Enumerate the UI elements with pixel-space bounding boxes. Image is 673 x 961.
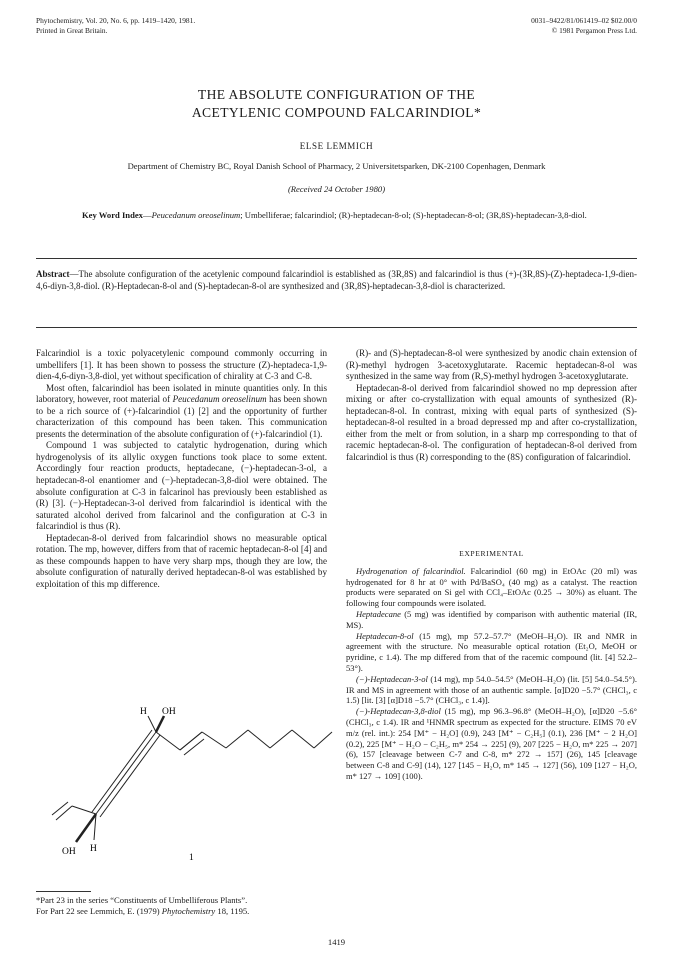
abstract-label: Abstract <box>36 269 70 279</box>
bond <box>314 732 332 748</box>
bond <box>156 732 180 750</box>
bond-h <box>148 716 156 732</box>
compound-number: 1 <box>189 853 194 863</box>
paragraph-synthesis: (R)- and (S)-heptadecan-8-ol were synthesized by anodic chain extension of (R)-methyl hydrogen 3-acetoxyglutarate. Racemic heptadecan-8-ol was synthesized in the same way from (R,S)-methyl hydrogen 3-acetoxyglutarate. <box>346 348 637 382</box>
double-bond <box>184 739 204 755</box>
paragraph-hydrogenation: Compound 1 was subjected to catalytic hydrogenation, during which hydrogenolysis of its allylic oxygen functions took place to some extent. Accordingly four reaction products, heptadecane, (−)-heptadecan-3-ol, a heptadecan-8-ol enantiomer and (−)-heptadecan-3,8-diol were obtained. The absolute configuration at C-3 in falcarinol has previously been established as (R) [3]. (−)-Heptadecan-3-ol derived from falcarindiol is identical with the saturated alcohol derived from falcarinol and the configuration at C-3 in falcarindiol is thus (R). <box>36 440 327 532</box>
right-column <box>346 348 637 463</box>
title-line-1: THE ABSOLUTE CONFIGURATION OF THE <box>197 87 476 102</box>
copyright: © 1981 Pergamon Press Ltd. <box>551 25 637 35</box>
received-date: (Received 24 October 1980) <box>287 184 386 194</box>
page-number: 1419 <box>327 937 346 947</box>
bond <box>270 730 292 748</box>
running-header-left <box>36 16 195 35</box>
label-h-bottom: H <box>90 844 97 854</box>
keyword-text: ; Umbelliferae; falcarindiol; (R)-heptadecan-8-ol; (S)-heptadecan-8-ol; (3R,8S)-heptadecan-3,8-diol. <box>240 210 587 220</box>
label-oh-top: OH <box>162 707 176 717</box>
keyword-species: Peucedanum oreoselinum <box>151 210 241 220</box>
running-header-right <box>531 16 637 35</box>
diyne-bond <box>100 735 160 817</box>
bond <box>180 732 202 750</box>
abstract-text: —The absolute configuration of the acetylenic compound falcarindiol is established as (3R,8S) and falcarindiol is thus (+)-(3R,8S)-(Z)-heptadeca-1,9-dien-4,6-diyn-3,8-diol. (R)-Heptadecan-8-ol and (S)-heptadecan-8-ol are synthesized and (3R,8S)-heptadecan-3,8-diol is characterized. <box>36 269 637 291</box>
wedge-oh <box>156 716 164 732</box>
paragraph-intro: Falcarindiol is a toxic polyacetylenic compound commonly occurring in umbellifers [1]. It has been shown to possess the structure (Z)-heptadeca-1,9-dien-4,6-diyn-3,8-diol, yet without specification of chirality at C-3 and C-8. <box>36 348 327 382</box>
bond <box>56 806 72 820</box>
exp-heptadecan-3-ol: (−)-Heptadecan-3-ol (14 mg), mp 54.0–54.5° (MeOH–H₂O) (lit. [5] 54.0–54.5°). IR and MS in agreement with those of an authentic sample. [α]D20 −5.7° (CHCl₃, c 1.5) [lit. [3] [α]D18 −5.7° (CHCl₃, c 1.4)]. <box>346 673 637 706</box>
footnote-line-2: For Part 22 see Lemmich, E. (1979) Phytochemistry 18, 1195. <box>36 906 250 916</box>
paper-title <box>0 86 673 122</box>
issn-price: 0031–9422/81/061419–02 $02.00/0 <box>531 16 637 25</box>
label-oh-bottom: OH <box>62 847 76 857</box>
diyne-bond <box>92 730 152 812</box>
keyword-index: Key Word Index—Peucedanum oreoselinum; Umbelliferae; falcarindiol; (R)-heptadecan-8-ol; (S)-heptadecan-8-ol; (3R,8S)-heptadecan-3,8-diol. <box>82 210 587 220</box>
footnote-rule <box>36 891 91 892</box>
experimental-section <box>346 549 637 782</box>
exp-heptadecane: Heptadecane (5 mg) was identified by comparison with authentic material (IR, MS). <box>346 608 637 630</box>
abstract <box>36 268 637 292</box>
affiliation: Department of Chemistry BC, Royal Danish School of Pharmacy, 2 Universitetsparken, DK-2100 Copenhagen, Denmark <box>127 161 546 171</box>
experimental-heading: EXPERIMENTAL <box>459 549 524 558</box>
bond <box>202 732 226 748</box>
exp-heptadecan-8-ol: Heptadecan-8-ol (15 mg), mp 57.2–57.7° (MeOH–H₂O). IR and NMR in agreement with the structure. No measurable optical rotation (Et₂O, MeOH or pyridine, c 1.4). The mp differed from that of the racemic compound (lit. [4] 52.2–53°). <box>346 630 637 673</box>
label-h-top: H <box>140 707 147 717</box>
keyword-label: Key Word Index <box>82 210 143 220</box>
footnote <box>36 895 327 917</box>
footnote-line-1: *Part 23 in the series “Constituents of Umbelliferous Plants”. <box>36 895 248 905</box>
paragraph-mp-comparison: Heptadecan-8-ol derived from falcarindiol showed no mp depression after mixing or after co-crystallization with equal amounts of synthesized (R)-heptadecan-8-ol. In contrast, mixing with equal parts of synthesized (S)-heptadecan-8-ol resulted in a broad depressed mp and after co-crystallization, either from the melt or from solution, in a sharp mp corresponding to that of racemic heptadecan-8-ol. The configuration of heptadecan-8-ol derived from falcarindiol is thus (R) corresponding to the (8S) configuration of falcarindiol. <box>346 382 637 462</box>
title-line-2: ACETYLENIC COMPOUND FALCARINDIOL* <box>191 105 482 120</box>
diyne-bond <box>96 732 156 814</box>
printed-in: Printed in Great Britain. <box>36 25 108 35</box>
exp-heptadecan-3-8-diol: (−)-Heptadecan-3,8-diol (15 mg), mp 96.3–96.8° (MeOH–H₂O), [α]D20 −5.6° (CHCl₃, c 1.4). IR and ¹HNMR spectrum as expected for the structure. EIMS 70 eV m/z (rel. int.): 254 [M⁺ − H₂O] (0.9), 243 [M⁺ − C₂H₅] (0.1), 236 [M⁺ − 2 H₂O] (0.2), 225 [M⁺ − H₂O − C₂H₅, m* 254 → 225] (9), 207 [225 − H₂O, m* 225 → 207] (6), 157 [cleavage between C-7 and C-8, m* 272 → 157] (26), 145 [cleavage between C-8 and C-9] (14), 127 [145 − H₂O, m* 145 → 127] (56), 109 [127 − H₂O, m* 127 → 109] (100). <box>346 706 637 781</box>
divider-top <box>36 258 637 259</box>
bond <box>248 730 270 748</box>
bond <box>226 730 248 748</box>
paragraph-isolation: Most often, falcarindiol has been isolated in minute quantities only. In this laboratory, however, root material of Peucedanum oreoselinum has been shown to be a rich source of (+)-falcarindiol (1) [2] and the opportunity of further characterization of this compound has been taken. This communication presents the determination of the absolute configuration of (+)-falcarindiol (1). <box>36 382 328 439</box>
paragraph-heptadecanol: Heptadecan-8-ol derived from falcarindiol shows no measurable optical rotation. The mp, however, differs from that of racemic heptadecan-8-ol [4] and as these compounds happen to have very sharp mps, though they are low, the absolute configuration of naturally derived heptadecan-8-ol was established by exploitation of this mp difference. <box>36 532 327 589</box>
bond <box>292 730 314 748</box>
double-bond <box>52 802 68 815</box>
bond <box>72 806 96 814</box>
exp-hydrogenation: Hydrogenation of falcarindiol. Falcarindiol (60 mg) in EtOAc (20 ml) was hydrogenated for 8 hr at 0° with Pd/BaSO₄ (40 mg) as a catalyst. The reaction products were separated on Si gel with CCl₄–EtOAc (0.25 → 30%) as eluant. The following four compounds were isolated. <box>346 565 637 609</box>
wedge-oh <box>76 814 96 842</box>
falcarindiol-structure <box>36 702 336 872</box>
author: ELSE LEMMICH <box>299 141 374 151</box>
left-column <box>36 348 327 590</box>
divider-bottom <box>36 327 637 328</box>
journal-citation: Phytochemistry, Vol. 20, No. 6, pp. 1419–1420, 1981. <box>36 16 196 25</box>
